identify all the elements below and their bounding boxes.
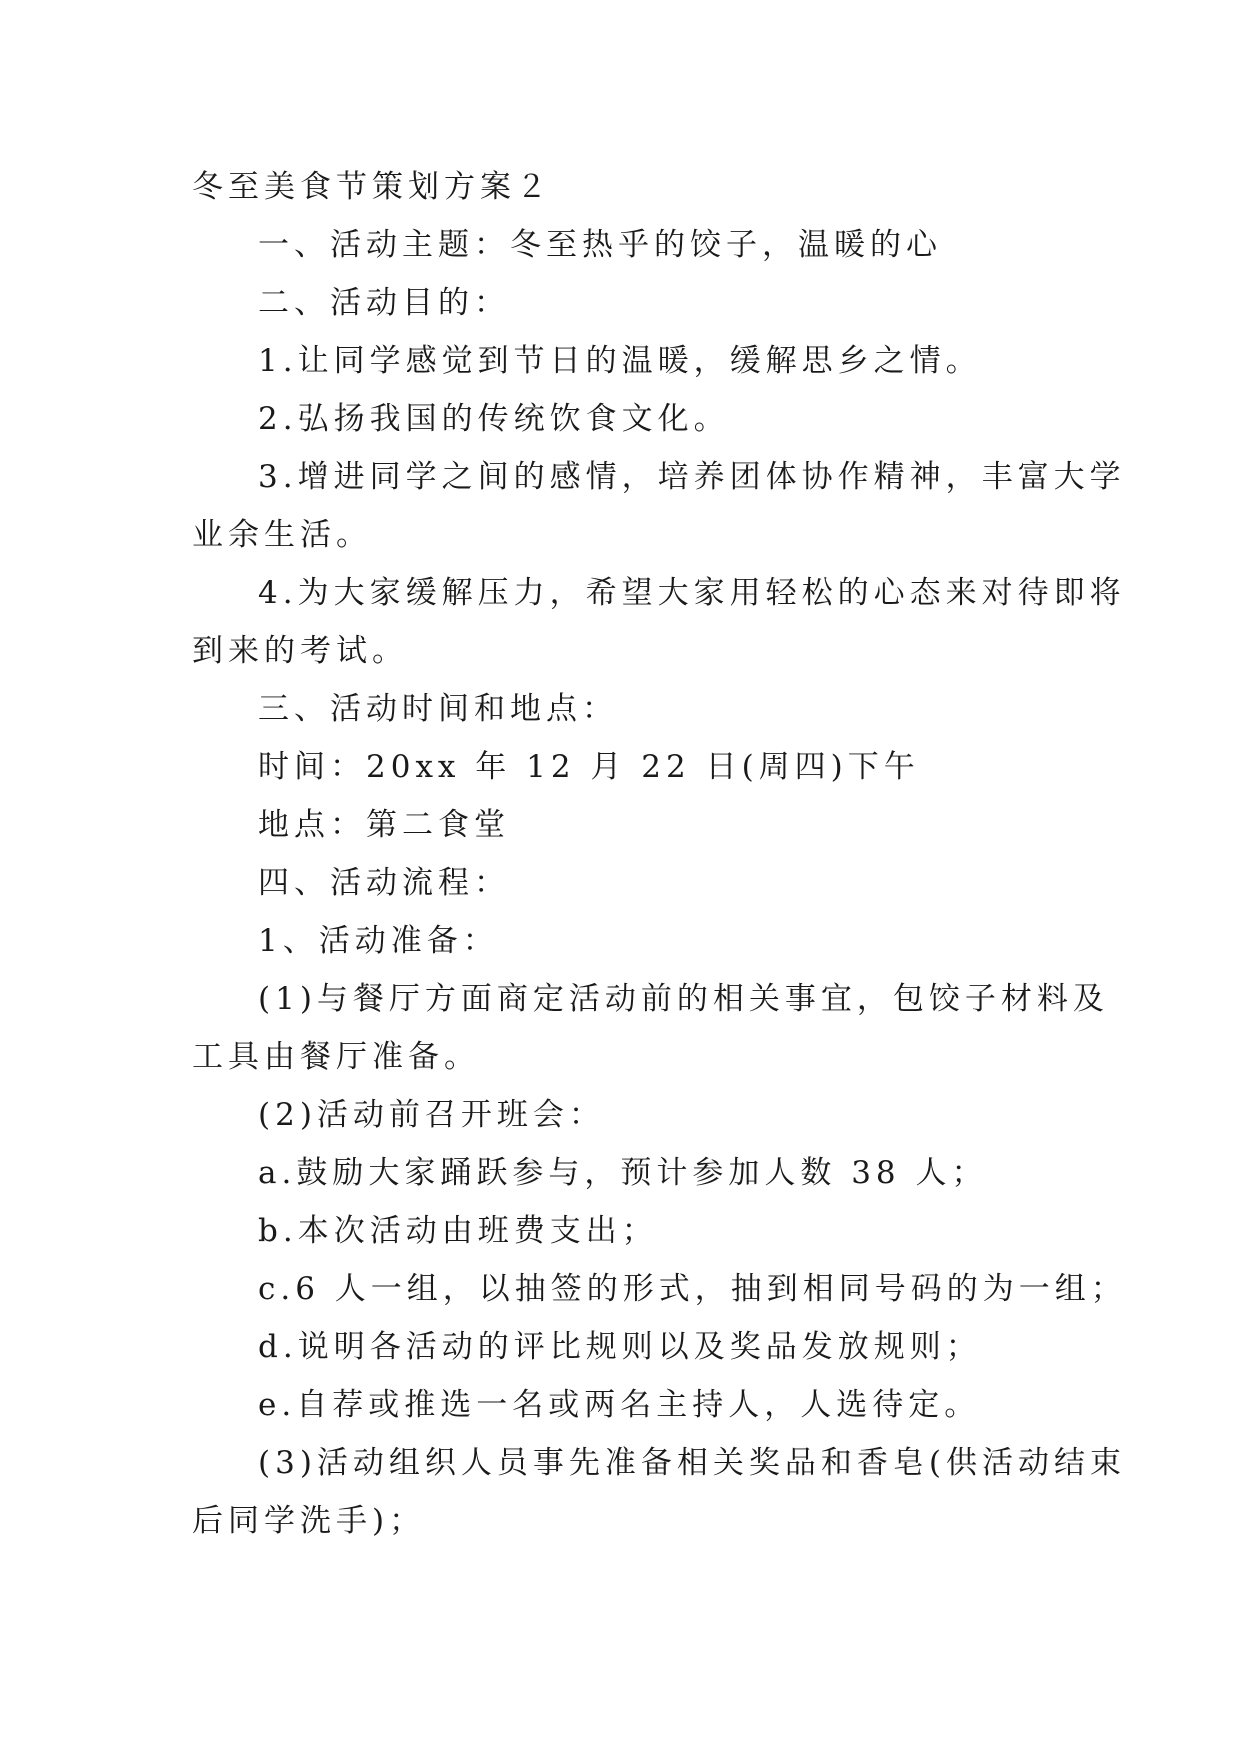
purpose-item-3-continued: 业余生活。: [192, 517, 372, 553]
meeting-item-e: e.自荐或推选一名或两名主持人，人选待定。: [258, 1387, 981, 1423]
heading-process: 四、活动流程：: [258, 865, 510, 901]
document-title: 冬至美食节策划方案２: [192, 169, 552, 205]
prep-item-3: (3)活动组织人员事先准备相关奖品和香皂(供活动结束: [258, 1445, 1127, 1481]
purpose-item-3: 3.增进同学之间的感情，培养团体协作精神，丰富大学: [258, 459, 1126, 495]
meeting-item-b: b.本次活动由班费支出；: [258, 1213, 658, 1249]
process-step-1: 1、活动准备：: [258, 923, 499, 959]
event-place: 地点：第二食堂: [258, 807, 510, 843]
event-time: 时间：20xx 年 12 月 22 日(周四)下午: [258, 749, 920, 785]
purpose-item-2: 2.弘扬我国的传统饮食文化。: [258, 401, 730, 437]
purpose-item-4: 4.为大家缓解压力，希望大家用轻松的心态来对待即将: [258, 575, 1126, 611]
meeting-item-a: a.鼓励大家踊跃参与，预计参加人数 38 人；: [258, 1155, 988, 1191]
heading-purpose: 二、活动目的：: [258, 285, 510, 321]
document-body: [192, 158, 1127, 1550]
prep-item-1: (1)与餐厅方面商定活动前的相关事宜，包饺子材料及: [258, 981, 1109, 1017]
paragraph-theme: 一、活动主题：冬至热乎的饺子，温暖的心: [258, 227, 942, 263]
purpose-item-1: 1.让同学感觉到节日的温暖，缓解思乡之情。: [258, 343, 982, 379]
prep-item-2: (2)活动前召开班会：: [258, 1097, 605, 1133]
heading-time-place: 三、活动时间和地点：: [258, 691, 618, 727]
prep-item-3-continued: 后同学洗手)；: [192, 1503, 426, 1539]
prep-item-1-continued: 工具由餐厅准备。: [192, 1039, 480, 1075]
meeting-item-c: c.6 人一组，以抽签的形式，抽到相同号码的为一组；: [258, 1271, 1127, 1307]
meeting-item-d: d.说明各活动的评比规则以及奖品发放规则；: [258, 1329, 982, 1365]
purpose-item-4-continued: 到来的考试。: [192, 633, 408, 669]
